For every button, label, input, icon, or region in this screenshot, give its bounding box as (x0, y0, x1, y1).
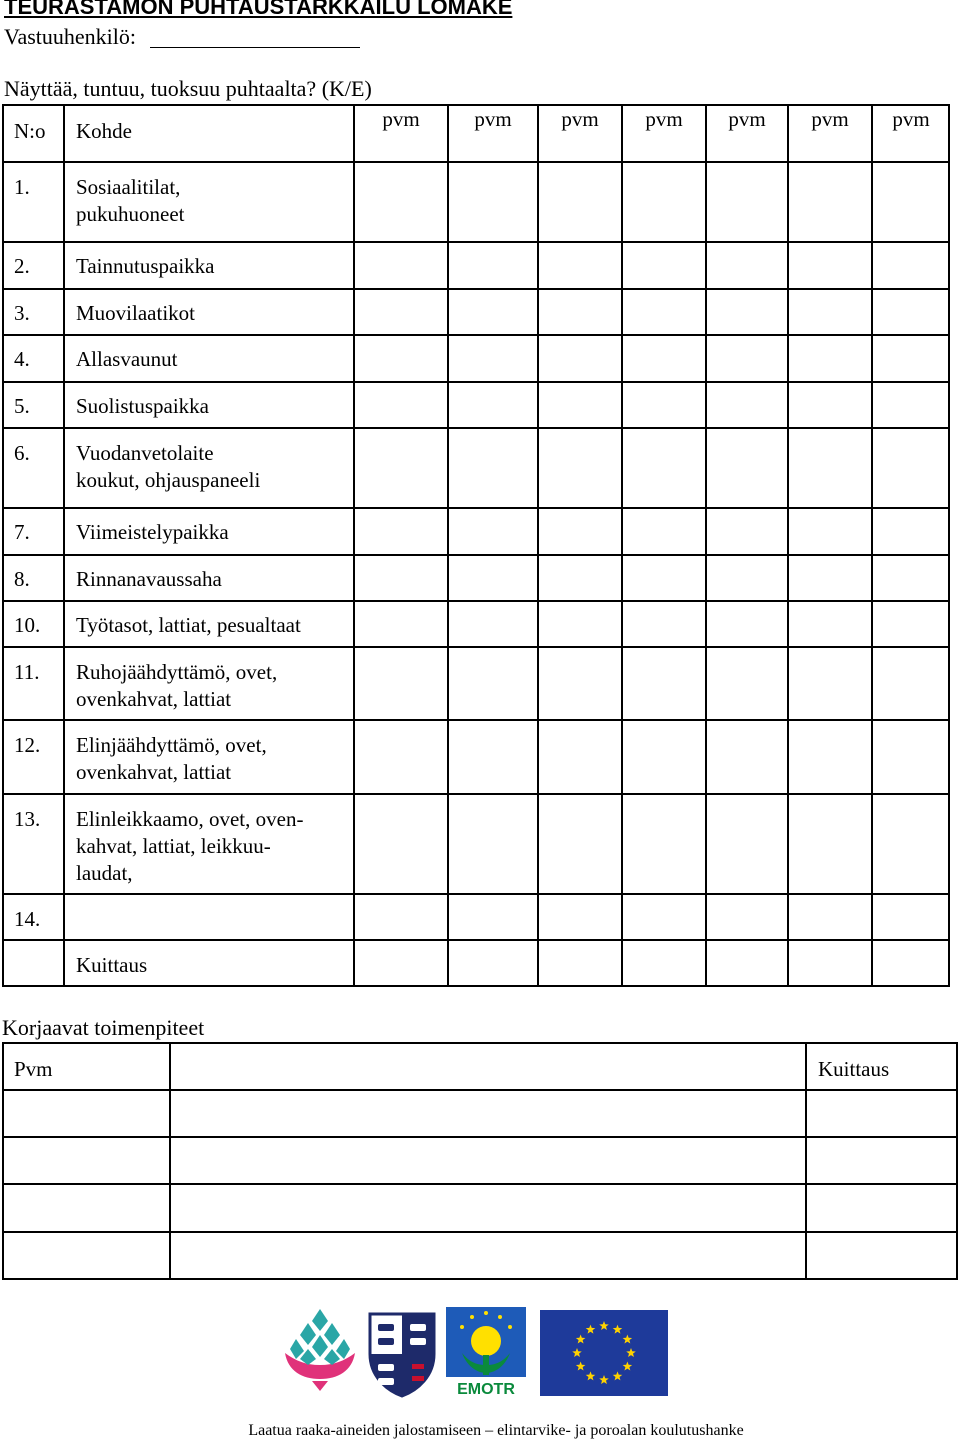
check-cell[interactable] (789, 509, 871, 554)
row-number: 8. (14, 567, 30, 591)
correction-cell[interactable] (171, 1185, 805, 1231)
check-cell[interactable] (707, 602, 787, 646)
eu-flag-logo (540, 1310, 668, 1396)
vaahtera-logo (282, 1305, 358, 1399)
correction-cell[interactable] (807, 1185, 957, 1231)
row-target: Elinjäähdyttämö, ovet, ovenkahvat, lattiat (76, 733, 267, 784)
check-cell[interactable] (789, 243, 871, 288)
correction-cell[interactable] (171, 1091, 805, 1136)
row-number: 2. (14, 254, 30, 278)
check-cell[interactable] (873, 941, 949, 986)
correction-cell[interactable] (3, 1185, 169, 1231)
row-target: Allasvaunut (76, 347, 178, 371)
check-cell[interactable] (539, 602, 621, 646)
row-target: Elinleikkaamo, ovet, oven- kahvat, lattiat, leikkuu- laudat, (76, 807, 304, 885)
check-cell[interactable] (623, 556, 705, 600)
row-number: 6. (14, 441, 30, 465)
check-cell[interactable] (789, 336, 871, 381)
check-cell[interactable] (449, 602, 537, 646)
check-cell[interactable] (707, 941, 787, 986)
check-cell[interactable] (623, 648, 705, 719)
check-cell[interactable] (707, 509, 787, 554)
check-cell[interactable] (623, 795, 705, 893)
check-cell[interactable] (623, 941, 705, 986)
check-cell[interactable] (539, 163, 621, 241)
check-cell[interactable] (623, 163, 705, 241)
check-cell[interactable] (539, 795, 621, 893)
row-target: Muovilaatikot (76, 301, 195, 325)
row-number: 1. (14, 175, 30, 199)
check-cell[interactable] (707, 721, 787, 793)
check-cell[interactable] (707, 336, 787, 381)
row-number: 13. (14, 807, 41, 831)
row-target: Rinnanavaussaha (76, 567, 222, 591)
check-cell[interactable] (707, 648, 787, 719)
check-cell[interactable] (355, 895, 447, 939)
check-cell[interactable] (539, 383, 621, 427)
correction-cell[interactable] (3, 1138, 169, 1183)
row-number: 5. (14, 394, 30, 418)
row-target: Ruhojäähdyttämö, ovet, ovenkahvat, lattiat (76, 660, 278, 711)
row-number: 11. (14, 660, 40, 684)
check-cell[interactable] (623, 721, 705, 793)
check-cell[interactable] (449, 336, 537, 381)
footer-text (0, 1422, 960, 1440)
check-cell[interactable] (539, 941, 621, 986)
check-cell[interactable] (539, 243, 621, 288)
emotr-logo-text: EMOTR (457, 1381, 515, 1397)
header-date-7: pvm (892, 107, 930, 131)
check-cell[interactable] (789, 602, 871, 646)
check-cell[interactable] (873, 163, 949, 241)
check-cell[interactable] (539, 648, 621, 719)
row-number: 12. (14, 733, 41, 757)
correction-cell[interactable] (3, 1233, 169, 1279)
header-date-4: pvm (645, 107, 683, 131)
row-target: Suolistuspaikka (76, 394, 210, 418)
check-cell[interactable] (707, 383, 787, 427)
check-cell[interactable] (355, 556, 447, 600)
check-cell[interactable] (355, 243, 447, 288)
check-cell[interactable] (873, 429, 949, 507)
row-number: 7. (14, 520, 30, 544)
check-cell[interactable] (539, 509, 621, 554)
coat-of-arms-logo (366, 1310, 438, 1398)
check-cell[interactable] (539, 290, 621, 334)
check-cell[interactable] (539, 895, 621, 939)
footer-project-name: Laatua raaka-aineiden jalostamiseen – elintarvike- ja poroalan koulutushanke (248, 1422, 744, 1439)
check-cell[interactable] (355, 290, 447, 334)
check-cell[interactable] (449, 721, 537, 793)
check-cell[interactable] (789, 895, 871, 939)
check-cell[interactable] (789, 556, 871, 600)
check-cell[interactable] (707, 895, 787, 939)
check-cell[interactable] (623, 290, 705, 334)
correction-cell[interactable] (171, 1233, 805, 1279)
row-target: Tainnutuspaikka (76, 254, 215, 278)
check-cell[interactable] (873, 243, 949, 288)
header-date-5: pvm (728, 107, 766, 131)
corrections-label: Korjaavat toimenpiteet (2, 1015, 205, 1040)
correction-cell[interactable] (807, 1091, 957, 1136)
row-number: 4. (14, 347, 30, 371)
check-cell[interactable] (623, 429, 705, 507)
check-cell[interactable] (789, 429, 871, 507)
check-cell[interactable] (789, 721, 871, 793)
header-number: N:o (14, 119, 46, 143)
check-cell[interactable] (789, 163, 871, 241)
check-cell[interactable] (449, 895, 537, 939)
check-cell[interactable] (623, 509, 705, 554)
check-cell[interactable] (355, 941, 447, 986)
check-cell[interactable] (449, 795, 537, 893)
check-cell[interactable] (707, 243, 787, 288)
check-cell[interactable] (873, 602, 949, 646)
header-target: Kohde (76, 119, 132, 143)
check-cell[interactable] (707, 795, 787, 893)
check-cell[interactable] (355, 336, 447, 381)
check-cell[interactable] (789, 795, 871, 893)
check-cell[interactable] (355, 795, 447, 893)
correction-cell[interactable] (807, 1233, 957, 1279)
inspection-question: Näyttää, tuntuu, tuoksuu puhtaalta? (K/E) (4, 76, 372, 101)
check-cell[interactable] (449, 383, 537, 427)
correction-cell[interactable] (807, 1138, 957, 1183)
check-cell[interactable] (539, 721, 621, 793)
check-cell[interactable] (623, 336, 705, 381)
corrections-header-sign: Kuittaus (818, 1057, 890, 1081)
row-number: 14. (14, 907, 41, 931)
check-cell[interactable] (873, 556, 949, 600)
check-cell[interactable] (707, 290, 787, 334)
check-cell[interactable] (873, 895, 949, 939)
column-divider (63, 104, 65, 987)
check-cell[interactable] (449, 648, 537, 719)
row-target: Vuodanvetolaite koukut, ohjauspaneeli (76, 441, 261, 492)
check-cell[interactable] (539, 556, 621, 600)
responsible-signature-line[interactable] (150, 47, 360, 48)
check-cell[interactable] (873, 721, 949, 793)
check-cell[interactable] (873, 336, 949, 381)
check-cell[interactable] (707, 163, 787, 241)
check-cell[interactable] (449, 429, 537, 507)
row-target: Sosiaalitilat, pukuhuoneet (76, 175, 185, 226)
check-cell[interactable] (873, 290, 949, 334)
check-cell[interactable] (623, 895, 705, 939)
check-cell[interactable] (623, 383, 705, 427)
emotr-logo (446, 1307, 526, 1397)
check-cell[interactable] (623, 602, 705, 646)
row-target: Työtasot, lattiat, pesualtaat (76, 613, 301, 637)
check-cell[interactable] (539, 429, 621, 507)
correction-cell[interactable] (171, 1138, 805, 1183)
check-cell[interactable] (623, 243, 705, 288)
check-cell[interactable] (355, 509, 447, 554)
check-cell[interactable] (707, 429, 787, 507)
check-cell[interactable] (873, 509, 949, 554)
row-number: 10. (14, 613, 41, 637)
header-date-3: pvm (561, 107, 599, 131)
check-cell[interactable] (789, 941, 871, 986)
correction-cell[interactable] (3, 1091, 169, 1136)
check-cell[interactable] (355, 429, 447, 507)
check-cell[interactable] (449, 163, 537, 241)
corrections-header-date: Pvm (14, 1057, 53, 1081)
check-cell[interactable] (449, 243, 537, 288)
check-cell[interactable] (355, 721, 447, 793)
row-number: 3. (14, 301, 30, 325)
check-cell[interactable] (873, 383, 949, 427)
responsible-label: Vastuuhenkilö: (4, 24, 136, 49)
check-cell[interactable] (873, 795, 949, 893)
check-cell[interactable] (789, 383, 871, 427)
check-cell[interactable] (355, 602, 447, 646)
header-date-6: pvm (811, 107, 849, 131)
check-cell[interactable] (355, 648, 447, 719)
form-title: TEURASTAMON PUHTAUSTARKKAILU LOMAKE (4, 0, 513, 19)
header-date-1: pvm (382, 107, 420, 131)
check-cell[interactable] (789, 290, 871, 334)
check-cell[interactable] (539, 336, 621, 381)
row-target: Viimeistelypaikka (76, 520, 229, 544)
check-cell[interactable] (355, 383, 447, 427)
check-cell[interactable] (707, 556, 787, 600)
check-cell[interactable] (355, 163, 447, 241)
check-cell[interactable] (789, 648, 871, 719)
row-target: Kuittaus (76, 953, 148, 977)
check-cell[interactable] (449, 290, 537, 334)
check-cell[interactable] (449, 556, 537, 600)
check-cell[interactable] (449, 509, 537, 554)
check-cell[interactable] (873, 648, 949, 719)
header-date-2: pvm (474, 107, 512, 131)
check-cell[interactable] (449, 941, 537, 986)
